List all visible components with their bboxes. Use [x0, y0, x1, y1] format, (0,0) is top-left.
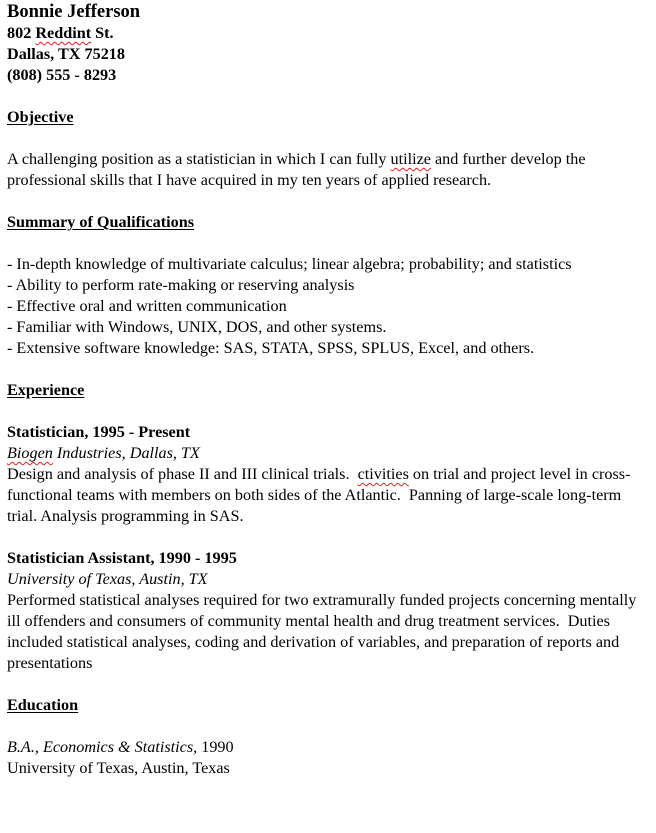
experience-heading: Experience — [7, 381, 85, 399]
qualification-item: - Ability to perform rate-making or reserving analysis — [7, 276, 355, 294]
qualification-item: - In-depth knowledge of multivariate calculus; linear algebra; probability; and statistics — [7, 255, 572, 273]
job-title: Statistician Assistant, 1990 - 1995 — [7, 549, 237, 567]
education-heading: Education — [7, 696, 79, 714]
degree-name: B.A., Economics & Statistics, — [7, 738, 198, 756]
qualification-item: - Familiar with Windows, UNIX, DOS, and other systems. — [7, 318, 387, 336]
applicant-name: Bonnie Jefferson — [7, 2, 141, 22]
job-description-end: on trial and project level in cross-functional teams with members on both sides of the Atlantic. Panning of large-scale long-term trial. Analysis programming in SAS. — [7, 465, 631, 525]
objective-text-start: A challenging position as a statistician in which I can fully — [7, 150, 387, 168]
summary-heading: Summary of Qualifications — [7, 213, 195, 231]
job-description: Performed statistical analyses required for two extramurally funded projects concerning mentally ill offenders and consumers of community mental health and drug treatment services. Duties included statistical analyses, coding and derivation of variables, and preparation of reports and presentations — [7, 591, 641, 672]
job-description — [7, 464, 647, 527]
address-number: 802 — [7, 24, 32, 42]
street-name: Reddint — [35, 24, 92, 42]
employer-rest: Industries, Dallas, TX — [52, 444, 200, 462]
job-employer: University of Texas, Austin, TX — [7, 570, 208, 588]
employer-highlight-word: Biogen — [7, 444, 53, 462]
job-employer — [7, 443, 647, 464]
job-description-start: Design and analysis of phase II and III clinical trials. — [7, 465, 358, 483]
objective-highlight-word: utilize — [390, 150, 431, 168]
job-title: Statistician, 1995 - Present — [7, 423, 191, 441]
job-description-highlight-word: ctivities — [357, 465, 409, 483]
qualification-item: - Effective oral and written communication — [7, 297, 287, 315]
city-state-zip: Dallas, TX 75218 — [7, 45, 125, 63]
phone-number: (808) 555 - 8293 — [7, 66, 117, 84]
degree-year: 1990 — [197, 738, 234, 756]
objective-text — [7, 149, 647, 191]
degree-line — [7, 737, 647, 758]
address-line — [7, 23, 647, 44]
objective-heading: Objective — [7, 108, 74, 126]
school-name: University of Texas, Austin, Texas — [7, 759, 230, 777]
resume-document — [7, 0, 647, 779]
objective-text-end: and further develop the professional skills that I have acquired in my ten years of applied research. — [7, 150, 586, 189]
qualification-item: - Extensive software knowledge: SAS, STATA, SPSS, SPLUS, Excel, and others. — [7, 339, 535, 357]
street-suffix: St. — [95, 24, 114, 42]
